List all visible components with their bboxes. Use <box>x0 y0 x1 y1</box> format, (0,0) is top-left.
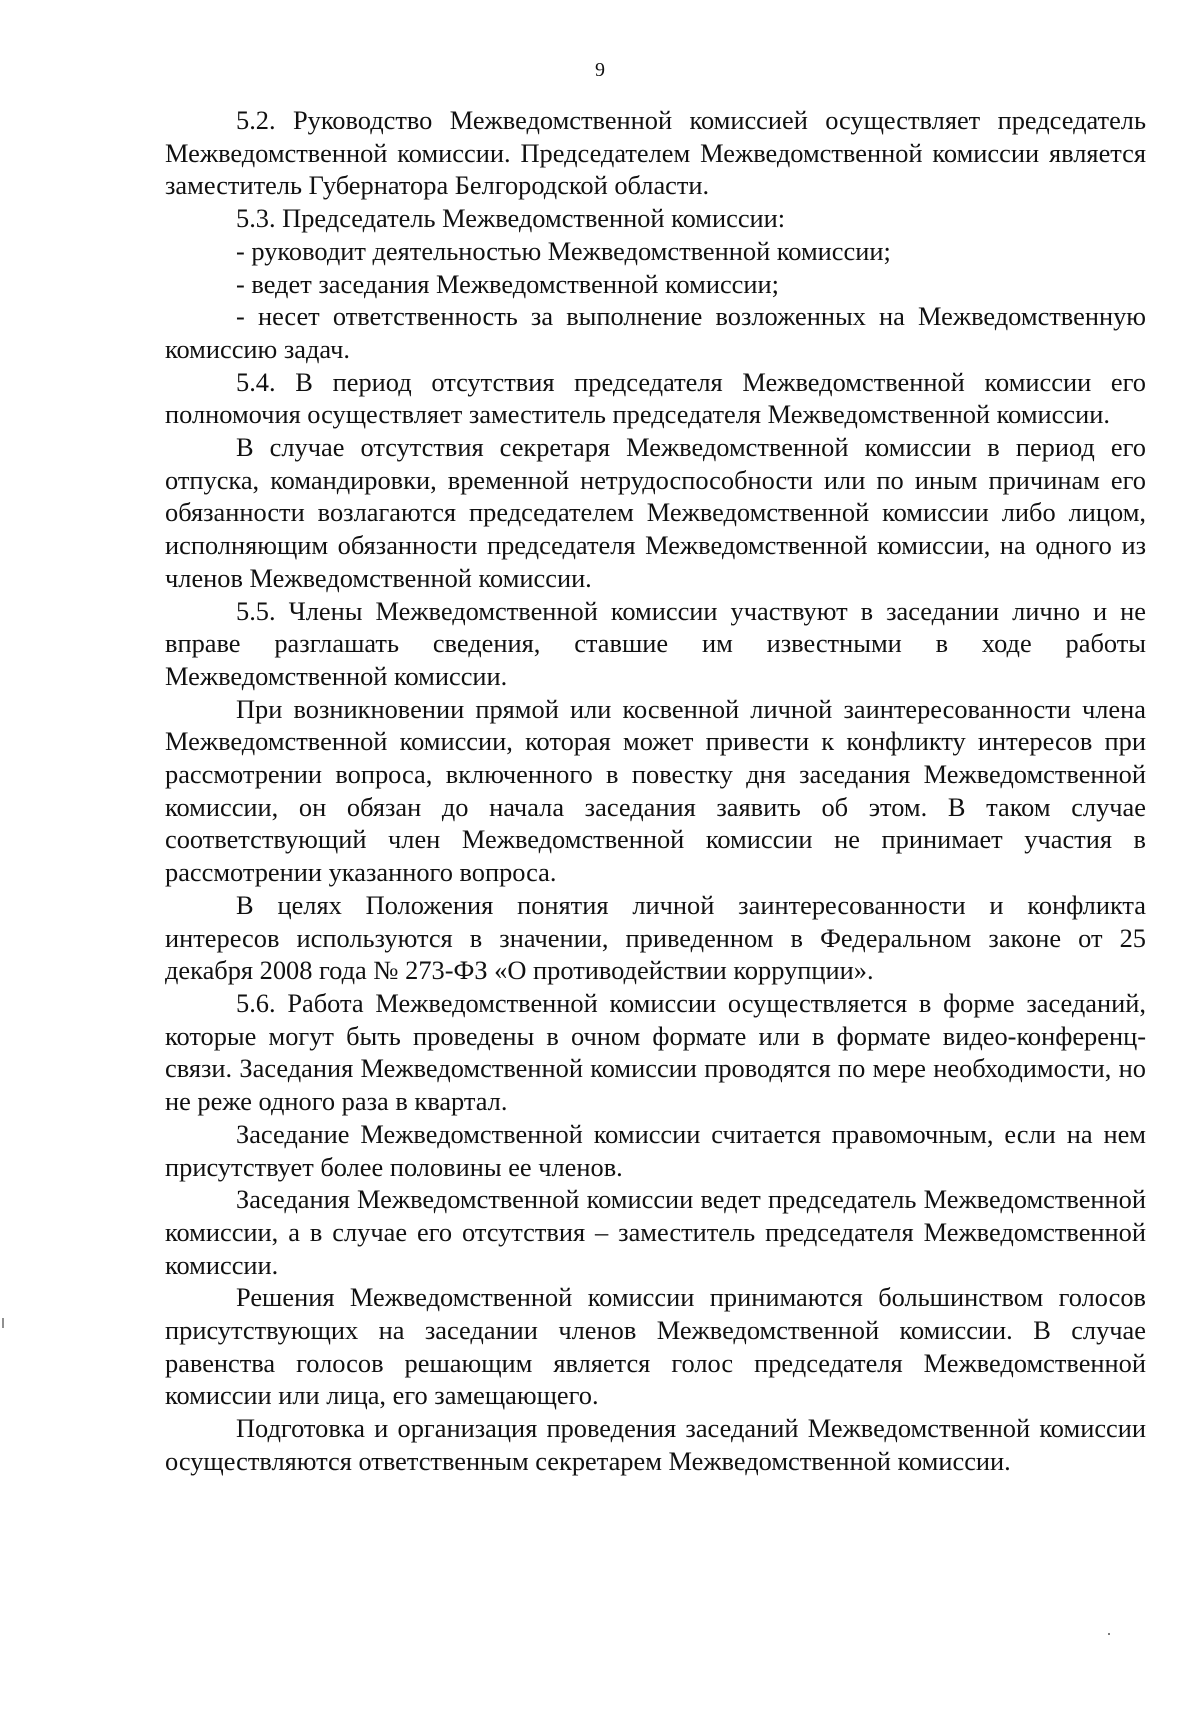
paragraph-decisions: Решения Межведомственной комиссии принимаются большинством голосов присутствующих на заседании членов Межведомственной комиссии. В случае равенства голосов решающим является голос председателя Межведомственной комиссии или лица, его замещающего. <box>165 1282 1146 1411</box>
paragraph-preparation: Подготовка и организация проведения заседаний Межведомственной комиссии осуществляются ответственным секретарем Межведомственной комиссии. <box>165 1413 1146 1476</box>
page-number: 9 <box>595 59 605 81</box>
list-item-leads-activity: - руководит деятельностью Межведомственной комиссии; <box>236 235 891 266</box>
scan-edge-mark <box>2 1318 4 1328</box>
list-item-conducts-meetings: - ведет заседания Межведомственной комиссии; <box>236 268 779 299</box>
paragraph-5-2: 5.2. Руководство Межведомственной комиссией осуществляет председатель Межведомственной комиссии. Председателем Межведомственной комиссии является заместитель Губернатора Белгородской области. <box>165 105 1146 201</box>
scan-edge-mark <box>1108 1633 1110 1635</box>
paragraph-conflict-of-interest: При возникновении прямой или косвенной личной заинтересованности члена Межведомственной комиссии, которая может привести к конфликту интересов при рассмотрении вопроса, включенного в повестку дня заседания Межведомственной комиссии, он обязан до начала заседания заявить об этом. В таком случае соответствующий член Межведомственной комиссии не принимает участия в рассмотрении указанного вопроса. <box>165 693 1146 888</box>
paragraph-5-5: 5.5. Члены Межведомственной комиссии участвуют в заседании лично и не вправе разглашать сведения, ставшие им известными в ходе работы Межведомственной комиссии. <box>165 595 1146 691</box>
paragraph-meeting-chair: Заседания Межведомственной комиссии ведет председатель Межведомственной комиссии, а в случае его отсутствия – заместитель председателя Межведомственной комиссии. <box>165 1184 1146 1280</box>
paragraph-5-3-heading: 5.3. Председатель Межведомственной комиссии: <box>236 203 786 234</box>
paragraph-5-4: 5.4. В период отсутствия председателя Межведомственной комиссии его полномочия осуществляет заместитель председателя Межведомственной комиссии. <box>165 366 1146 430</box>
document-body <box>165 104 1146 1478</box>
paragraph-5-6: 5.6. Работа Межведомственной комиссии осуществляется в форме заседаний, которые могут быть проведены в очном формате или в формате видео-конференц-связи. Заседания Межведомственной комиссии проводятся по мере необходимости, но не реже одного раза в квартал. <box>165 987 1146 1117</box>
paragraph-quorum: Заседание Межведомственной комиссии считается правомочным, если на нем присутствует более половины ее членов. <box>165 1118 1146 1182</box>
list-item-responsibility: - несет ответственность за выполнение возложенных на Межведомственную комиссию задач. <box>165 301 1146 364</box>
paragraph-secretary-absence: В случае отсутствия секретаря Межведомственной комиссии в период его отпуска, командировки, временной нетрудоспособности или по иным причинам его обязанности возлагаются председателем Межведомственной комиссии либо лицом, исполняющим обязанности председателя Межведомственной комиссии, на одного из членов Межведомственной комиссии. <box>165 432 1146 593</box>
paragraph-definitions: В целях Положения понятия личной заинтересованности и конфликта интересов используются в значении, приведенном в Федеральном законе от 25 декабря 2008 года № 273-ФЗ «О противодействии коррупции». <box>165 889 1146 986</box>
